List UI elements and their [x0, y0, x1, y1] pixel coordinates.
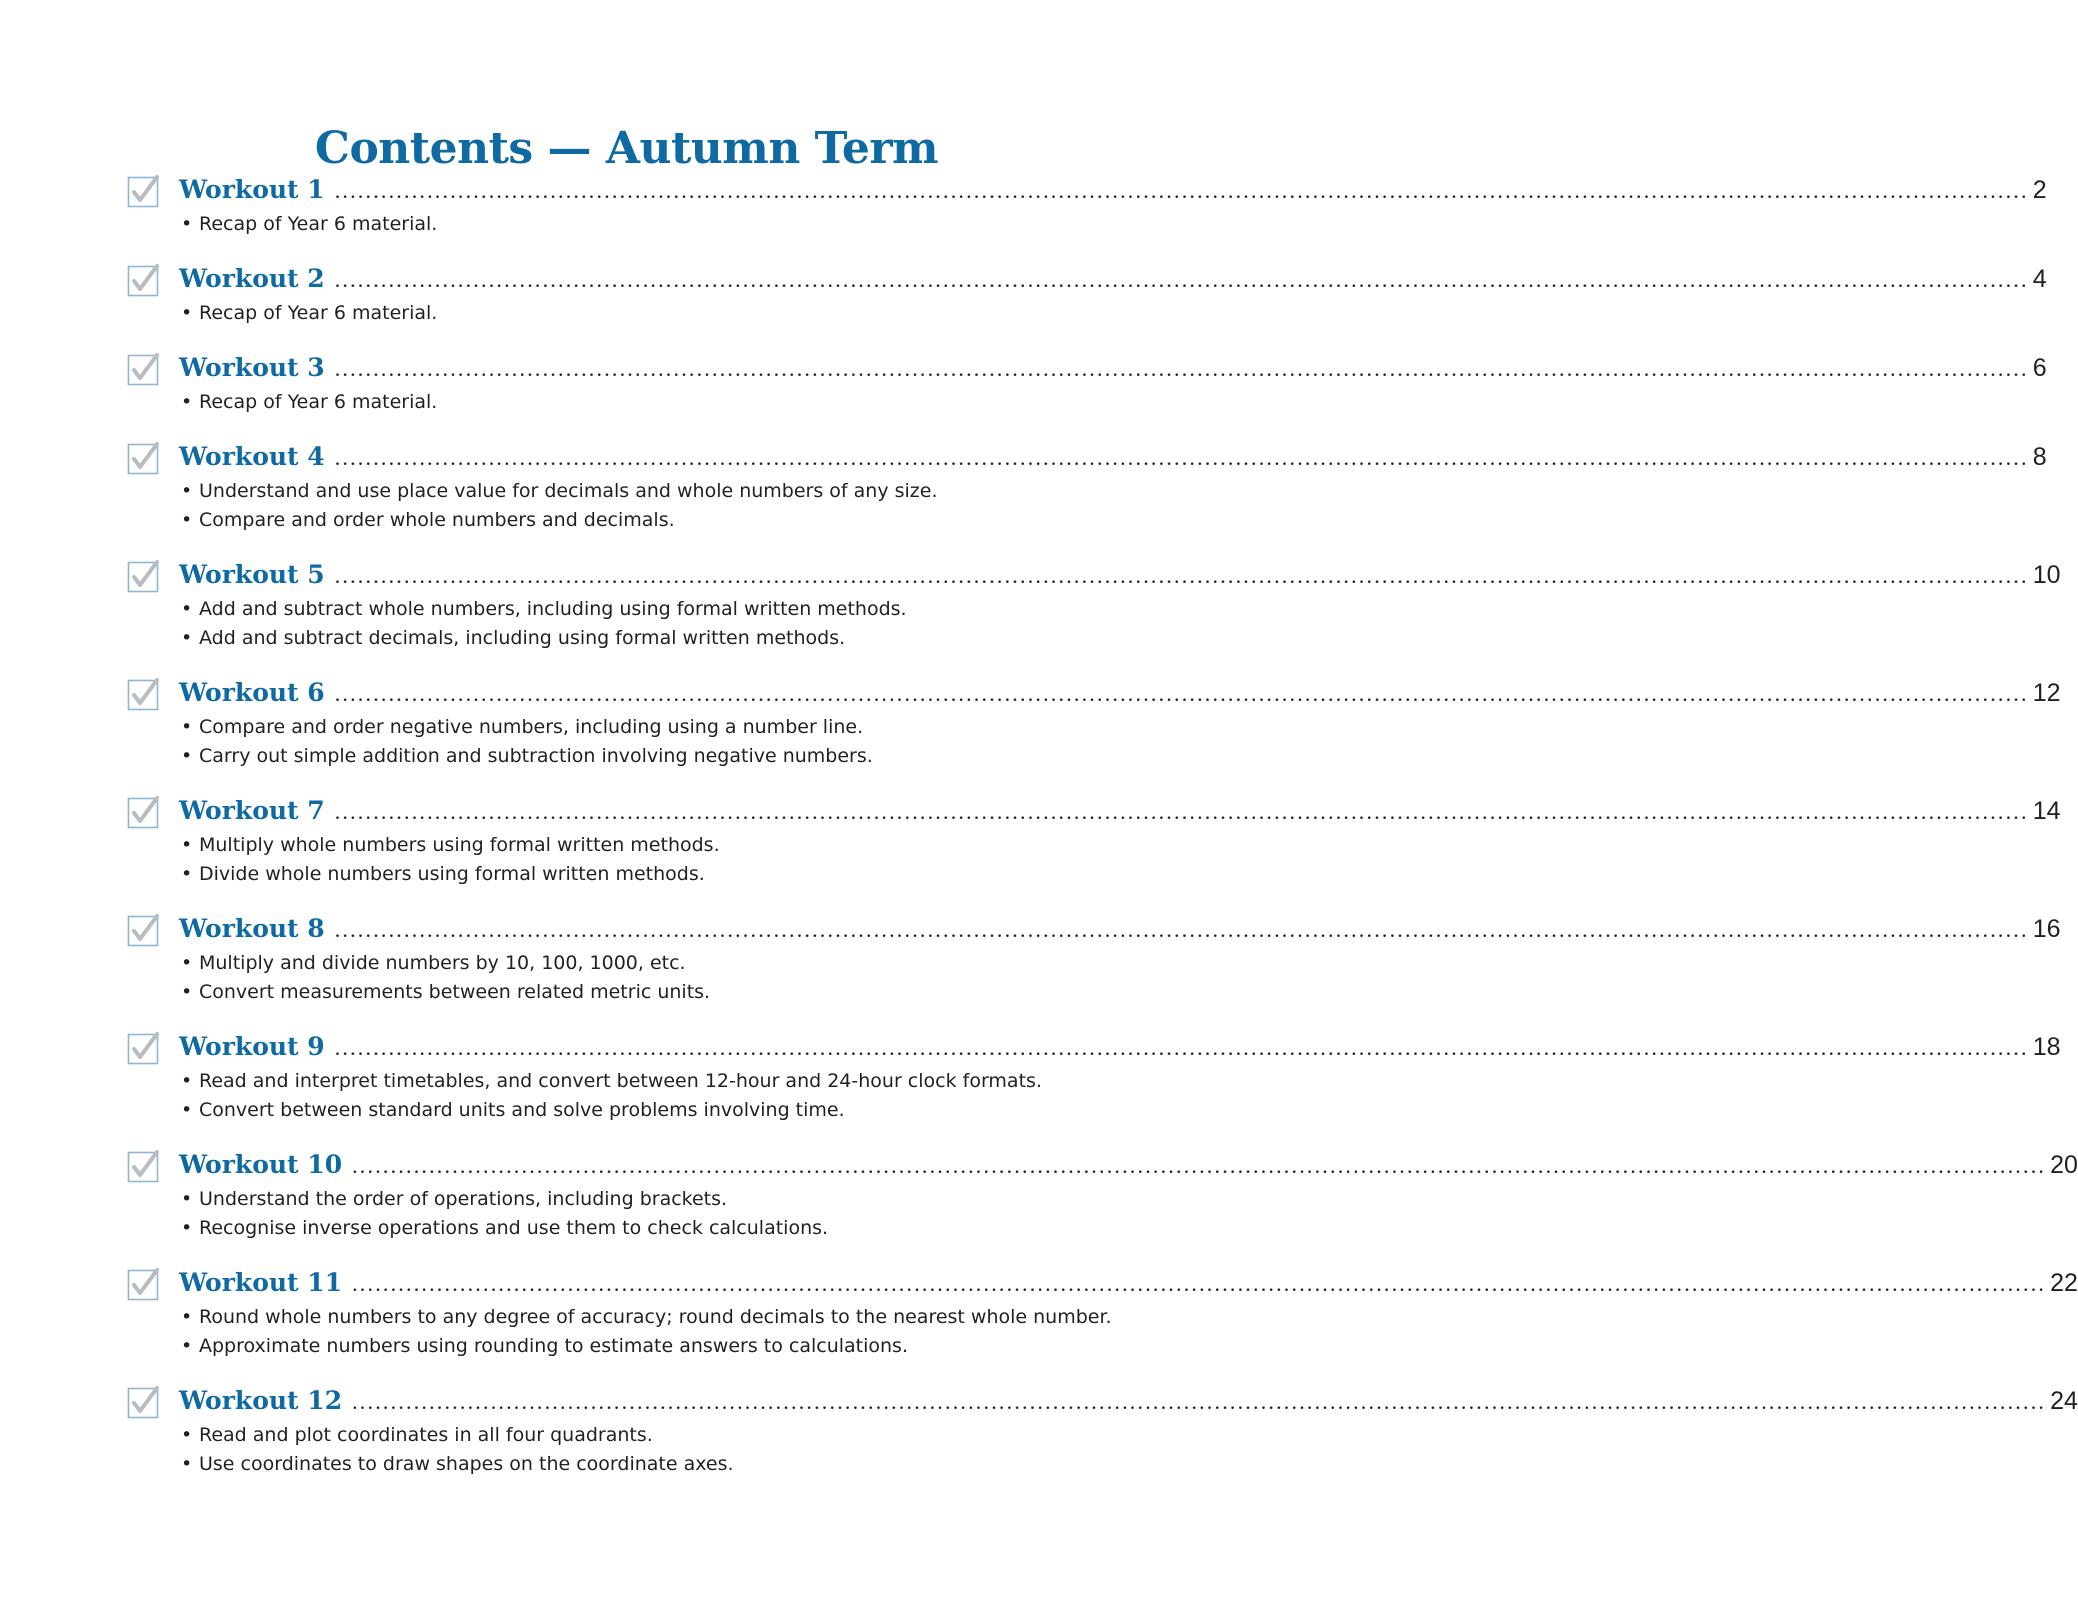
checkbox-tick-icon[interactable] — [127, 559, 160, 592]
objective-item: • Convert measurements between related metric units. — [179, 978, 1127, 1007]
checkbox-tick-icon[interactable] — [127, 441, 160, 474]
checkbox-tick-icon[interactable] — [127, 174, 160, 207]
objective-item: • Add and subtract decimals, including using formal written methods. — [179, 624, 1127, 653]
workout-title: Workout 8 — [179, 914, 325, 943]
objective-list — [179, 210, 1127, 239]
objective-item: • Carry out simple addition and subtraction involving negative numbers. — [179, 742, 1127, 771]
checkbox-tick-icon[interactable] — [127, 1385, 160, 1418]
entry-heading — [179, 437, 2047, 477]
objective-list — [179, 1185, 1127, 1243]
checkbox-tick-icon[interactable] — [127, 352, 160, 385]
checkbox-tick-icon[interactable] — [127, 795, 160, 828]
page-number: 4 — [2032, 265, 2047, 293]
dot-leader: ............................................................................................................................................................................................................................ — [334, 917, 2029, 942]
contents-entry — [127, 555, 2061, 653]
contents-list — [127, 170, 2078, 1499]
entry-heading — [179, 1263, 2078, 1303]
objective-list — [179, 1067, 1127, 1125]
workout-title: Workout 2 — [179, 264, 325, 293]
objective-list — [179, 388, 1127, 417]
checkbox-tick-icon[interactable] — [127, 263, 160, 296]
dot-leader: ............................................................................................................................................................................................................................ — [334, 563, 2029, 588]
workout-title: Workout 10 — [179, 1150, 343, 1179]
objective-item: • Understand the order of operations, including brackets. — [179, 1185, 1127, 1214]
objective-list — [179, 299, 1127, 328]
page-title: Contents — Autumn Term — [314, 123, 939, 175]
entry-heading — [179, 170, 2047, 210]
workout-title: Workout 9 — [179, 1032, 325, 1061]
entry-heading — [179, 1027, 2061, 1067]
page-number: 14 — [2032, 797, 2061, 825]
checkbox-tick-icon[interactable] — [127, 1149, 160, 1182]
objective-item: • Read and interpret timetables, and convert between 12-hour and 24-hour clock formats. — [179, 1067, 1127, 1096]
workout-title: Workout 3 — [179, 353, 325, 382]
entry-heading — [179, 909, 2061, 949]
objective-list — [179, 1421, 1127, 1479]
checkbox-tick-icon[interactable] — [127, 913, 160, 946]
objective-item: • Approximate numbers using rounding to estimate answers to calculations. — [179, 1332, 1127, 1361]
contents-entry — [127, 170, 2047, 239]
contents-entry — [127, 791, 2061, 889]
dot-leader: ............................................................................................................................................................................................................................ — [334, 1035, 2029, 1060]
workout-title: Workout 12 — [179, 1386, 343, 1415]
objective-item: • Compare and order whole numbers and decimals. — [179, 506, 1127, 535]
page-number: 22 — [2050, 1269, 2078, 1297]
contents-entry — [127, 1381, 2078, 1479]
objective-item: • Divide whole numbers using formal written methods. — [179, 860, 1127, 889]
objective-item: • Round whole numbers to any degree of accuracy; round decimals to the nearest whole number. — [179, 1303, 1127, 1332]
contents-entry — [127, 909, 2061, 1007]
dot-leader: ............................................................................................................................................................................................................................ — [334, 799, 2029, 824]
dot-leader: ............................................................................................................................................................................................................................ — [352, 1153, 2047, 1178]
workout-title: Workout 7 — [179, 796, 325, 825]
objective-list — [179, 1303, 1127, 1361]
dot-leader: ............................................................................................................................................................................................................................ — [334, 267, 2029, 292]
checkbox-tick-icon[interactable] — [127, 1267, 160, 1300]
workout-title: Workout 1 — [179, 175, 325, 204]
objective-item: • Compare and order negative numbers, including using a number line. — [179, 713, 1127, 742]
objective-item: • Add and subtract whole numbers, including using formal written methods. — [179, 595, 1127, 624]
page-number: 16 — [2032, 915, 2061, 943]
objective-item: • Recap of Year 6 material. — [179, 210, 1127, 239]
page-number: 20 — [2050, 1151, 2078, 1179]
workout-title: Workout 4 — [179, 442, 325, 471]
objective-item: • Understand and use place value for decimals and whole numbers of any size. — [179, 477, 1127, 506]
entry-heading — [179, 259, 2047, 299]
objective-item: • Recognise inverse operations and use them to check calculations. — [179, 1214, 1127, 1243]
objective-item: • Multiply whole numbers using formal written methods. — [179, 831, 1127, 860]
objective-list — [179, 831, 1127, 889]
entry-heading — [179, 1145, 2078, 1185]
entry-heading — [179, 555, 2061, 595]
objective-list — [179, 949, 1127, 1007]
page-number: 24 — [2050, 1387, 2078, 1415]
objective-item: • Use coordinates to draw shapes on the coordinate axes. — [179, 1450, 1127, 1479]
workout-title: Workout 5 — [179, 560, 325, 589]
dot-leader: ............................................................................................................................................................................................................................ — [352, 1271, 2047, 1296]
contents-entry — [127, 673, 2061, 771]
objective-list — [179, 477, 1127, 535]
dot-leader: ............................................................................................................................................................................................................................ — [352, 1389, 2047, 1414]
page-number: 18 — [2032, 1033, 2061, 1061]
objective-item: • Multiply and divide numbers by 10, 100, 1000, etc. — [179, 949, 1127, 978]
objective-item: • Read and plot coordinates in all four quadrants. — [179, 1421, 1127, 1450]
contents-entry — [127, 259, 2047, 328]
page-number: 6 — [2032, 354, 2047, 382]
contents-entry — [127, 1027, 2061, 1125]
contents-entry — [127, 348, 2047, 417]
page-number: 2 — [2032, 176, 2047, 204]
checkbox-tick-icon[interactable] — [127, 1031, 160, 1064]
objective-item: • Recap of Year 6 material. — [179, 299, 1127, 328]
dot-leader: ............................................................................................................................................................................................................................ — [334, 178, 2029, 203]
contents-entry — [127, 1263, 2078, 1361]
objective-item: • Convert between standard units and solve problems involving time. — [179, 1096, 1127, 1125]
objective-item: • Recap of Year 6 material. — [179, 388, 1127, 417]
checkbox-tick-icon[interactable] — [127, 677, 160, 710]
objective-list — [179, 713, 1127, 771]
entry-heading — [179, 1381, 2078, 1421]
workout-title: Workout 11 — [179, 1268, 343, 1297]
page-number: 10 — [2032, 561, 2061, 589]
entry-heading — [179, 791, 2061, 831]
workout-title: Workout 6 — [179, 678, 325, 707]
dot-leader: ............................................................................................................................................................................................................................ — [334, 445, 2029, 470]
page-number: 8 — [2032, 443, 2047, 471]
dot-leader: ............................................................................................................................................................................................................................ — [334, 681, 2029, 706]
objective-list — [179, 595, 1127, 653]
entry-heading — [179, 348, 2047, 388]
dot-leader: ............................................................................................................................................................................................................................ — [334, 356, 2029, 381]
page-number: 12 — [2032, 679, 2061, 707]
contents-entry — [127, 1145, 2078, 1243]
entry-heading — [179, 673, 2061, 713]
contents-entry — [127, 437, 2047, 535]
